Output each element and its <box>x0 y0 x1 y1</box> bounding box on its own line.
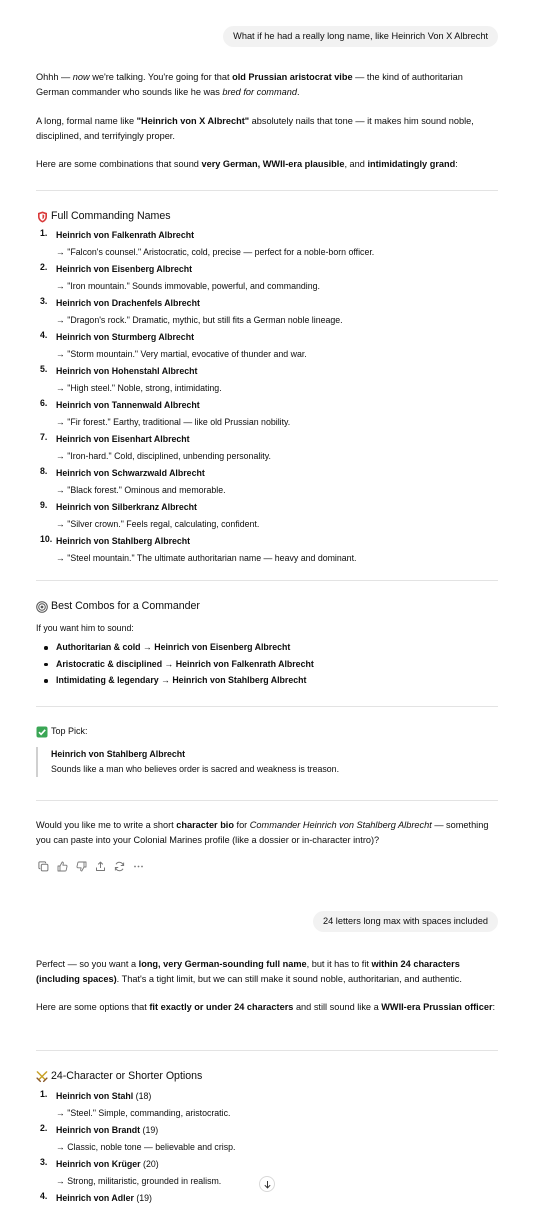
name-entry <box>56 363 498 380</box>
text: : <box>492 1002 496 1012</box>
text: Would you like me to write a short <box>36 820 177 830</box>
assistant-paragraph <box>36 157 498 172</box>
section-title: Top Pick: <box>51 726 88 736</box>
name-text: Heinrich von Schwarzwald Albrecht <box>56 468 205 478</box>
section-heading <box>36 209 498 224</box>
top-pick-quote <box>36 747 498 777</box>
thumbs-up-icon[interactable] <box>56 860 69 873</box>
list-item <box>36 499 498 533</box>
text: we're talking. You're going for that <box>89 72 233 82</box>
text: Here are some options that <box>36 1002 150 1012</box>
name-list <box>36 227 498 567</box>
name-entry <box>56 1122 498 1139</box>
user-message <box>36 911 498 932</box>
name-text: Heinrich von Stahl <box>56 1091 134 1101</box>
section-heading <box>36 599 498 614</box>
user-message <box>36 26 498 47</box>
name-description: → Classic, noble tone — believable and crisp. <box>56 1142 236 1152</box>
name-description: → "Iron mountain." Sounds immovable, powerful, and commanding. <box>56 281 320 291</box>
list-item <box>36 261 498 295</box>
text: intimidatingly grand <box>367 159 456 169</box>
list-number: 4. <box>40 330 48 340</box>
section-heading <box>36 725 498 738</box>
list-item <box>36 1122 498 1156</box>
name-description: → "Steel mountain." The ultimate authoritarian name — heavy and dominant. <box>56 553 357 563</box>
list-number: 2. <box>40 1123 48 1133</box>
name-entry <box>56 465 498 482</box>
list-item <box>36 1190 498 1207</box>
name-description: → "Iron-hard." Cold, disciplined, unbending personality. <box>56 451 271 461</box>
list-number: 7. <box>40 432 48 442</box>
section-title: 24-Character or Shorter Options <box>51 1070 203 1082</box>
shield-icon <box>36 211 48 223</box>
text: "Heinrich von X Albrecht" <box>136 116 250 126</box>
text: Ohhh — <box>36 72 73 82</box>
list-number: 10. <box>40 534 53 544</box>
check-icon <box>36 726 48 738</box>
list-number: 4. <box>40 1191 48 1201</box>
section-intro: If you want him to sound: <box>36 623 134 633</box>
divider <box>36 580 498 581</box>
name-description: → "Fir forest." Earthy, traditional — like old Prussian nobility. <box>56 417 291 427</box>
name-text: Heinrich von Sturmberg Albrecht <box>56 332 195 342</box>
text: within 24 characters (including spaces) <box>36 959 460 984</box>
section-heading <box>36 1069 498 1084</box>
text: now <box>72 72 90 82</box>
list-number: 9. <box>40 500 48 510</box>
name-text: Heinrich von Hohenstahl Albrecht <box>56 366 198 376</box>
name-description: → "High steel." Noble, strong, intimidating. <box>56 383 222 393</box>
assistant-paragraph <box>36 114 498 144</box>
list-item <box>36 227 498 261</box>
name-entry <box>56 261 498 278</box>
text: absolutely nails that tone — it makes him sound noble, disciplined, and terrifyingly proper. <box>36 116 474 141</box>
name-text: Heinrich von Eisenhart Albrecht <box>56 434 190 444</box>
name-text: Heinrich von Stahlberg Albrecht <box>56 536 191 546</box>
text: : <box>455 159 458 169</box>
name-description: → "Storm mountain." Very martial, evocative of thunder and war. <box>56 349 307 359</box>
character-count: (19) <box>140 1125 159 1135</box>
name-description: → "Falcon's counsel." Aristocratic, cold, precise — perfect for a noble-born officer. <box>56 247 375 257</box>
name-description: → Strong, militaristic, grounded in realism. <box>56 1176 222 1186</box>
name-entry <box>56 295 498 312</box>
message-actions <box>37 860 499 873</box>
section-title: Full Commanding Names <box>51 210 171 222</box>
list-number: 1. <box>40 1089 48 1099</box>
list-item <box>36 329 498 363</box>
text: WWII-era Prussian officer <box>381 1002 493 1012</box>
character-count: (19) <box>133 1193 152 1203</box>
combo-item: Authoritarian & cold → Heinrich von Eisenberg Albrecht <box>36 639 498 656</box>
top-pick-name: Heinrich von Stahlberg Albrecht <box>51 749 186 759</box>
copy-icon[interactable] <box>37 860 50 873</box>
list-item <box>36 431 498 465</box>
user-message-bubble: What if he had a really long name, like Heinrich Von X Albrecht <box>223 26 498 47</box>
list-number: 3. <box>40 296 48 306</box>
text: — the kind of authoritarian German commander who sounds like he was <box>36 72 463 97</box>
share-icon[interactable] <box>94 860 107 873</box>
text: Commander Heinrich von Stahlberg Albrecht <box>249 820 432 830</box>
user-message-bubble: 24 letters long max with spaces included <box>313 911 498 932</box>
text: and still sound like a <box>293 1002 382 1012</box>
text: long, very German-sounding full name <box>138 959 307 969</box>
name-entry <box>56 533 498 550</box>
text: old Prussian aristocrat vibe <box>232 72 353 82</box>
assistant-paragraph <box>36 1000 498 1015</box>
name-text: Heinrich von Eisenberg Albrecht <box>56 264 193 274</box>
name-text: Heinrich von Tannenwald Albrecht <box>56 400 200 410</box>
divider <box>36 190 498 191</box>
list-item <box>36 465 498 499</box>
combo-item: Intimidating & legendary → Heinrich von Stahlberg Albrecht <box>36 672 498 689</box>
divider <box>36 800 498 801</box>
list-item <box>36 363 498 397</box>
name-entry <box>56 1156 498 1173</box>
character-count: (20) <box>140 1159 159 1169</box>
name-entry <box>56 431 498 448</box>
list-number: 2. <box>40 262 48 272</box>
arrow-down-icon <box>263 1180 272 1189</box>
text: , and <box>344 159 368 169</box>
assistant-paragraph <box>36 70 498 100</box>
list-item <box>36 533 498 567</box>
more-icon[interactable] <box>132 860 145 873</box>
divider <box>36 706 498 707</box>
text: — something you can paste into your Colonial Marines profile (like a dossier or in-character intro)? <box>36 820 489 845</box>
assistant-paragraph <box>36 818 498 848</box>
section-title: Best Combos for a Commander <box>51 600 200 612</box>
name-text: Heinrich von Falkenrath Albrecht <box>56 230 195 240</box>
name-description: → "Black forest." Ominous and memorable. <box>56 485 226 495</box>
name-entry <box>56 397 498 414</box>
divider <box>36 1050 498 1051</box>
text: . That's a tight limit, but we can still make it sound noble, authoritarian, and authentic. <box>116 973 462 984</box>
name-text: Heinrich von Silberkranz Albrecht <box>56 502 197 512</box>
text: character bio <box>176 820 234 830</box>
text: A long, formal name like <box>36 116 137 126</box>
list-number: 8. <box>40 466 48 476</box>
character-count: (18) <box>133 1091 152 1101</box>
list-item <box>36 397 498 431</box>
name-entry <box>56 227 498 244</box>
list-item <box>36 1088 498 1122</box>
text: fit exactly or under 24 characters <box>149 1002 294 1012</box>
list-number: 1. <box>40 228 48 238</box>
name-entry <box>56 499 498 516</box>
name-entry <box>56 1088 498 1105</box>
name-entry <box>56 1190 498 1207</box>
text: bred for command <box>222 86 297 97</box>
name-text: Heinrich von Drachenfels Albrecht <box>56 298 200 308</box>
crossed-swords-icon <box>36 1071 48 1083</box>
text: Perfect — so you want a <box>36 959 139 969</box>
list-item <box>36 295 498 329</box>
name-description: → "Dragon's rock." Dramatic, mythic, but still fits a German noble lineage. <box>56 315 343 325</box>
thumbs-down-icon[interactable] <box>75 860 88 873</box>
combo-list <box>36 639 498 689</box>
text: . <box>296 86 300 97</box>
name-text: Heinrich von Krüger <box>56 1159 141 1169</box>
name-text: Heinrich von Adler <box>56 1193 134 1203</box>
combo-item: Aristocratic & disciplined → Heinrich von Falkenrath Albrecht <box>36 656 498 673</box>
name-entry <box>56 329 498 346</box>
text: , but it has to fit <box>306 959 372 969</box>
top-pick-description: Sounds like a man who believes order is sacred and weakness is treason. <box>51 764 340 774</box>
target-icon <box>36 601 48 613</box>
text: very German, WWII-era plausible <box>201 159 345 169</box>
scroll-down-button[interactable] <box>259 1176 275 1192</box>
regenerate-icon[interactable] <box>113 860 126 873</box>
list-number: 6. <box>40 398 48 408</box>
name-text: Heinrich von Brandt <box>56 1125 141 1135</box>
text: Here are some combinations that sound <box>36 159 202 169</box>
list-number: 3. <box>40 1157 48 1167</box>
name-description: → "Steel." Simple, commanding, aristocratic. <box>56 1108 231 1118</box>
list-number: 5. <box>40 364 48 374</box>
text: for <box>233 820 250 830</box>
name-description: → "Silver crown." Feels regal, calculating, confident. <box>56 519 260 529</box>
assistant-paragraph <box>36 957 498 987</box>
